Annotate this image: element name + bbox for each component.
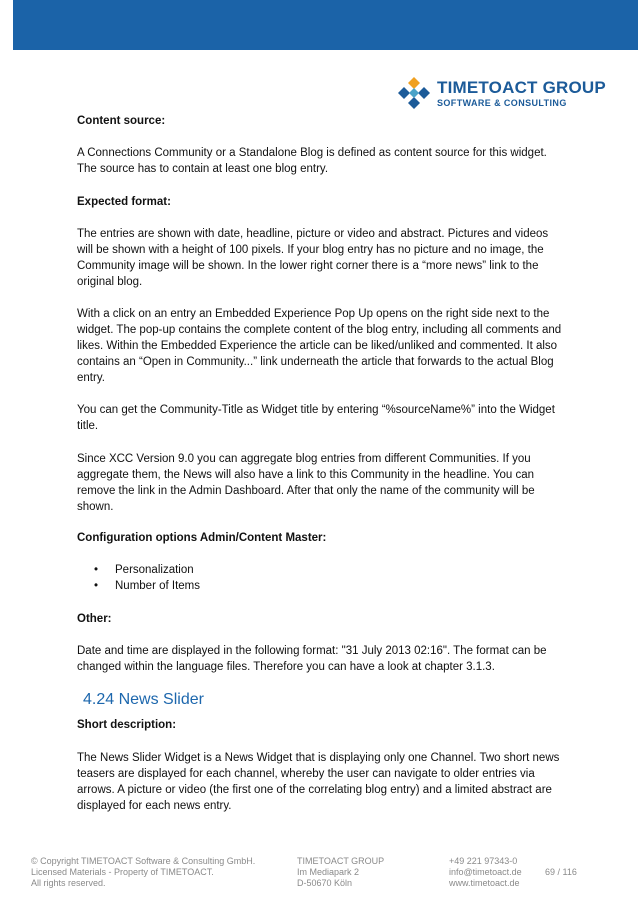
list-item <box>94 562 194 578</box>
bullet-icon: • <box>94 580 99 592</box>
logo-mark-icon <box>397 76 431 110</box>
page-number: 69 / 116 <box>545 867 577 877</box>
header-band <box>13 0 638 50</box>
list-item-label: Number of Items <box>115 580 200 592</box>
copyright-line: Licensed Materials - Property of TIMETOACT. <box>31 867 214 877</box>
contact-line: info@timetoact.de <box>449 867 522 877</box>
expected-format-paragraph-3: You can get the Community-Title as Widget title by entering “%sourceName%” into the Widget title. <box>77 404 555 432</box>
expected-format-paragraph-2: With a click on an entry an Embedded Experience Pop Up opens on the right side next to the widget. The pop-up contains the complete content of the blog entry, including all comments and likes. Within the Embedded Experience the article can be liked/unliked and commented. It also contains an “Open in Community...” link underneath the article that forwards to the actual Blog entry. <box>77 308 562 384</box>
list-item <box>94 578 200 594</box>
short-description-heading: Short description: <box>77 719 177 731</box>
company-line: TIMETOACT GROUP <box>297 856 385 866</box>
section-title: 4.24 News Slider <box>83 691 204 708</box>
brand-title: TIMETOACT GROUP <box>437 78 606 97</box>
content-source-heading: Content source: <box>77 115 166 127</box>
footer-contact <box>449 856 522 889</box>
list-item-label: Personalization <box>115 564 194 576</box>
copyright-line: All rights reserved. <box>31 878 106 888</box>
config-options-heading: Configuration options Admin/Content Master: <box>77 532 327 544</box>
expected-format-heading: Expected format: <box>77 196 171 208</box>
expected-format-paragraph-1: The entries are shown with date, headline, picture or video and abstract. Pictures and videos will be shown with a height of 100 pixels. If your blog entry has no picture and no image, the Community image will be shown. In the lower right corner there is a “more news” link to the original blog. <box>77 228 549 288</box>
copyright-line: © Copyright TIMETOACT Software & Consulting GmbH. <box>31 856 256 866</box>
footer-copyright <box>31 856 255 889</box>
contact-line: +49 221 97343-0 <box>449 856 518 866</box>
bullet-icon: • <box>94 564 99 576</box>
contact-line: www.timetoact.de <box>449 878 520 888</box>
other-text: Date and time are displayed in the following format: "31 July 2013 02:16". The format can be changed within the language files. Therefore you can have a look at chapter 3.1.3. <box>77 645 547 673</box>
short-description-text: The News Slider Widget is a News Widget that is displaying only one Channel. Two short news teasers are displayed for each channel, whereby the user can navigate to older entries via arrows. A picture or video (the first one of the correlating blog entry) and a limited abstract are displayed for each news entry. <box>77 752 560 812</box>
content-source-text: A Connections Community or a Standalone Blog is defined as content source for this widget. The source has to contain at least one blog entry. <box>77 147 547 175</box>
brand-subtitle: SOFTWARE & CONSULTING <box>437 98 567 108</box>
other-heading: Other: <box>77 613 112 625</box>
company-line: D-50670 Köln <box>297 878 353 888</box>
footer-company <box>297 856 384 889</box>
company-line: Im Mediapark 2 <box>297 867 360 877</box>
expected-format-paragraph-4: Since XCC Version 9.0 you can aggregate blog entries from different Communities. If you aggregate them, the News will also have a link to this Community in the headline. You can remove the link in the Admin Dashboard. After that only the name of the community will be shown. <box>77 453 535 513</box>
